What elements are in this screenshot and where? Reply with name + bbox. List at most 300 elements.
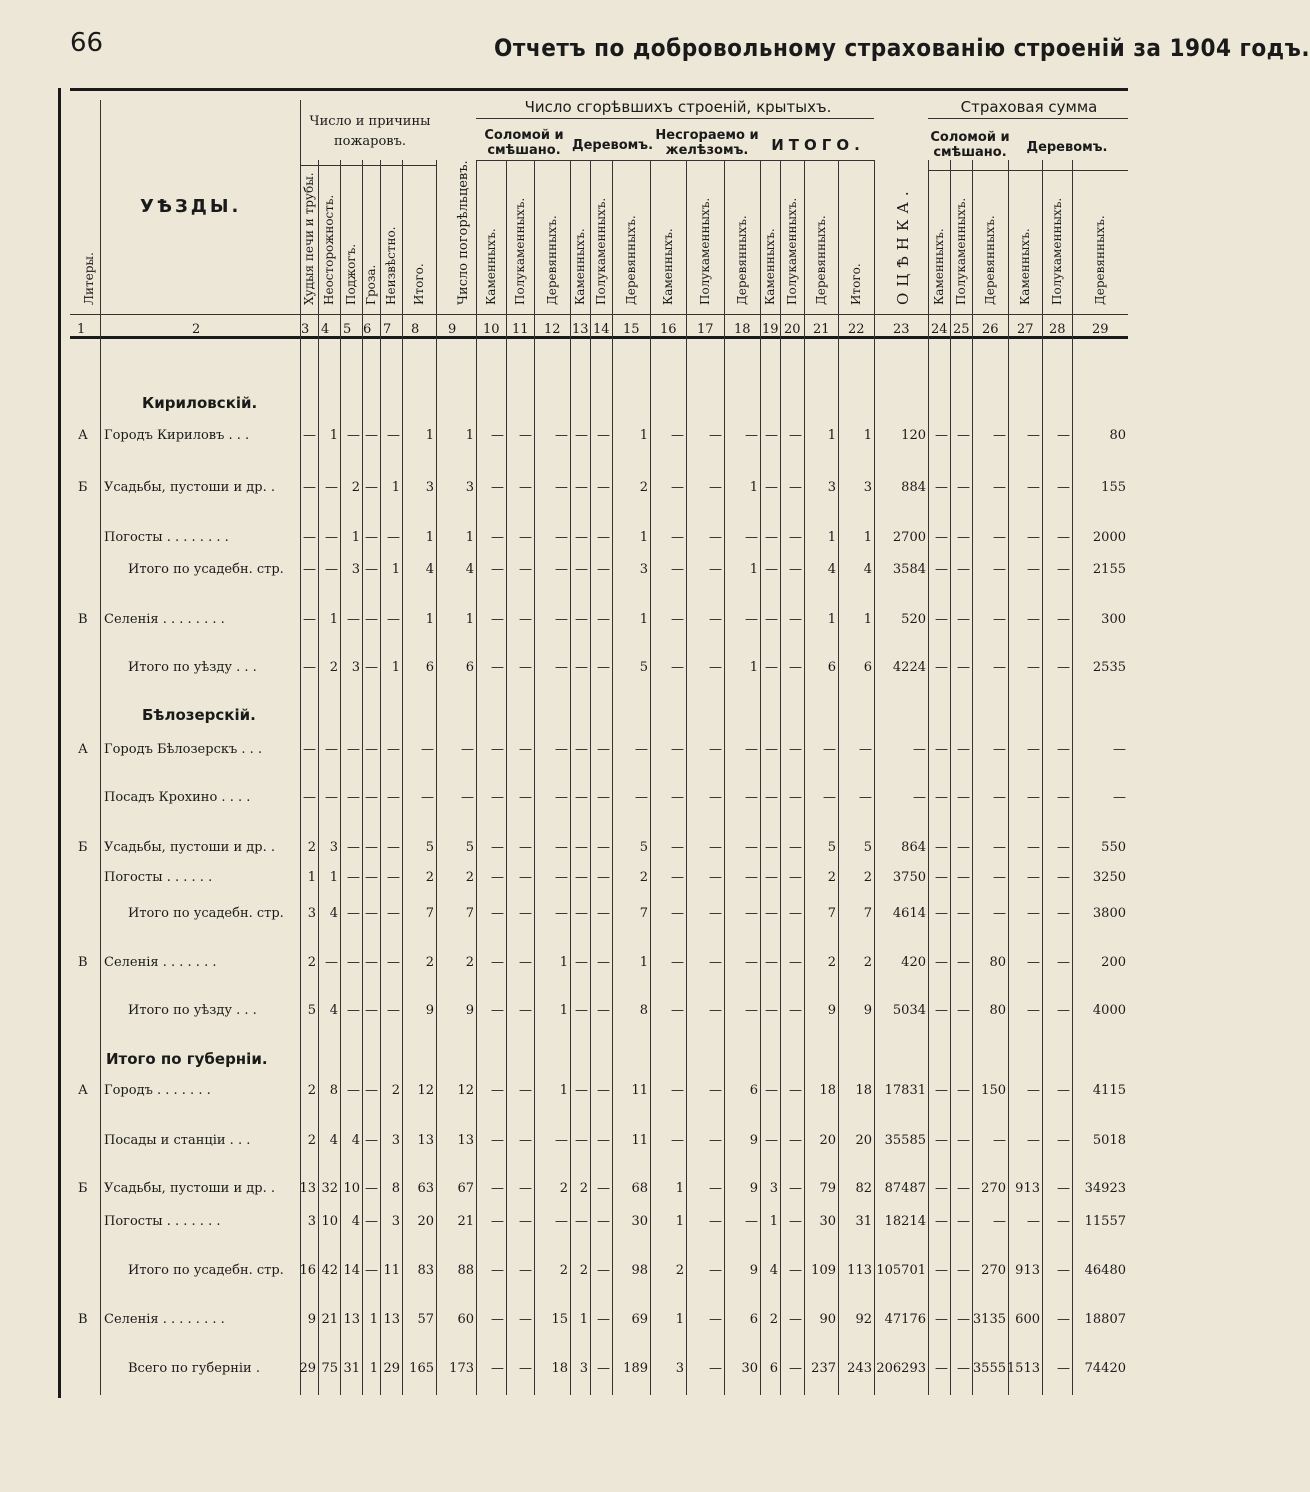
table-cell: 3 xyxy=(391,1133,400,1148)
table-cell: 9 xyxy=(465,1003,474,1018)
table-cell: 913 xyxy=(1015,1263,1040,1278)
table-row xyxy=(0,428,1128,444)
table-cell: — xyxy=(789,840,802,855)
table-cell: 3555 xyxy=(972,1361,1006,1376)
table-cell: — xyxy=(303,480,316,495)
section-title: Бѣлозерскій. xyxy=(142,706,256,724)
table-row xyxy=(0,562,1128,578)
table-cell: 5 xyxy=(863,840,872,855)
table-cell: — xyxy=(387,870,400,885)
table-cell: — xyxy=(387,428,400,443)
table-cell: 2 xyxy=(827,955,836,970)
table-row xyxy=(0,840,1128,856)
section-title: Кириловскій. xyxy=(142,394,258,412)
table-cell: 2 xyxy=(769,1312,778,1327)
table-cell: — xyxy=(957,742,970,757)
table-cell: — xyxy=(347,1003,360,1018)
table-cell: 13 xyxy=(383,1312,400,1327)
table-cell: — xyxy=(935,1083,948,1098)
table-cell: — xyxy=(1027,1214,1040,1229)
rotated-subheader: Итого. xyxy=(849,263,863,305)
table-cell: — xyxy=(597,562,610,577)
rotated-subheader: Полукаменныхъ. xyxy=(698,197,712,305)
table-cell: — xyxy=(1057,530,1070,545)
table-cell: 173 xyxy=(449,1361,474,1376)
table-cell: 420 xyxy=(901,955,926,970)
table-cell: — xyxy=(1057,1263,1070,1278)
table-cell: 4 xyxy=(329,906,338,921)
table-cell: — xyxy=(347,870,360,885)
table-cell: — xyxy=(1113,790,1126,805)
rotated-subheader: Итого. xyxy=(412,263,426,305)
table-cell: — xyxy=(519,742,532,757)
table-cell: — xyxy=(957,1214,970,1229)
table-row xyxy=(0,906,1128,922)
table-cell: 80 xyxy=(989,955,1006,970)
table-cell: 2 xyxy=(639,480,648,495)
table-cell: — xyxy=(957,906,970,921)
table-cell: — xyxy=(709,428,722,443)
table-cell: 29 xyxy=(299,1361,316,1376)
table-cell: 16 xyxy=(299,1263,316,1278)
table-cell: — xyxy=(671,870,684,885)
table-cell: 88 xyxy=(457,1263,474,1278)
table-cell: — xyxy=(913,742,926,757)
table-cell: 18 xyxy=(855,1083,872,1098)
rotated-subheader: Полукаменныхъ. xyxy=(513,197,527,305)
row-label: Усадьбы, пустоши и др. . xyxy=(104,480,275,495)
table-cell: — xyxy=(745,1003,758,1018)
table-row xyxy=(0,1133,1128,1149)
table-cell: — xyxy=(387,530,400,545)
table-cell: 2 xyxy=(307,955,316,970)
table-cell: — xyxy=(993,612,1006,627)
column-number: 14 xyxy=(593,322,610,337)
table-cell: 80 xyxy=(989,1003,1006,1018)
table-cell: 3750 xyxy=(892,870,926,885)
table-cell: 237 xyxy=(811,1361,836,1376)
table-cell: 884 xyxy=(901,480,926,495)
column-number: 17 xyxy=(697,322,714,337)
table-cell: 4115 xyxy=(1092,1083,1126,1098)
row-label: Городъ Бѣлозерскъ . . . xyxy=(104,742,263,757)
table-cell: — xyxy=(1027,660,1040,675)
table-cell: 155 xyxy=(1101,480,1126,495)
table-cell: 3 xyxy=(579,1361,588,1376)
column-number: 16 xyxy=(660,322,677,337)
table-cell: — xyxy=(491,1263,504,1278)
rotated-subheader: Каменныхъ. xyxy=(484,228,498,305)
table-cell: 8 xyxy=(639,1003,648,1018)
table-cell: — xyxy=(597,480,610,495)
header-rule xyxy=(928,118,1128,119)
table-cell: — xyxy=(325,742,338,757)
table-cell: — xyxy=(597,742,610,757)
table-cell: — xyxy=(519,790,532,805)
table-cell: — xyxy=(789,790,802,805)
table-cell: 270 xyxy=(981,1181,1006,1196)
table-cell: — xyxy=(325,562,338,577)
table-cell: 1 xyxy=(639,612,648,627)
table-cell: 9 xyxy=(425,1003,434,1018)
header-otsenka: ОЦѢНКА. xyxy=(894,185,912,305)
table-cell: — xyxy=(555,790,568,805)
table-cell: 1 xyxy=(863,530,872,545)
table-cell: 75 xyxy=(321,1361,338,1376)
table-cell: — xyxy=(765,870,778,885)
table-cell: — xyxy=(387,1003,400,1018)
table-cell: — xyxy=(597,1181,610,1196)
table-cell: — xyxy=(765,562,778,577)
column-rule xyxy=(972,160,973,1395)
table-cell: — xyxy=(789,1003,802,1018)
row-letter: В xyxy=(78,955,88,970)
table-cell: — xyxy=(365,870,378,885)
table-cell: — xyxy=(765,1003,778,1018)
table-cell: — xyxy=(519,562,532,577)
column-number: 23 xyxy=(893,322,910,337)
table-cell: 1 xyxy=(329,428,338,443)
table-cell: — xyxy=(365,1181,378,1196)
table-cell: 13 xyxy=(457,1133,474,1148)
table-cell: — xyxy=(519,1181,532,1196)
column-rule xyxy=(928,160,929,1395)
table-cell: — xyxy=(347,840,360,855)
table-cell: — xyxy=(365,840,378,855)
table-cell: — xyxy=(957,562,970,577)
table-cell: — xyxy=(1027,1133,1040,1148)
table-cell: — xyxy=(935,906,948,921)
table-cell: 5 xyxy=(639,660,648,675)
table-cell: — xyxy=(365,480,378,495)
table-cell: 5018 xyxy=(1092,1133,1126,1148)
table-cell: 3 xyxy=(863,480,872,495)
table-cell: — xyxy=(519,1214,532,1229)
table-cell: 1 xyxy=(863,428,872,443)
table-cell: — xyxy=(935,480,948,495)
table-cell: — xyxy=(765,612,778,627)
table-cell: 30 xyxy=(741,1361,758,1376)
table-cell: 2535 xyxy=(1092,660,1126,675)
table-cell: — xyxy=(789,1214,802,1229)
table-cell: — xyxy=(491,1361,504,1376)
header-causes: Число и причины пожаровъ. xyxy=(309,114,431,149)
table-cell: — xyxy=(993,480,1006,495)
row-letter: В xyxy=(78,1312,88,1327)
table-cell: — xyxy=(709,840,722,855)
table-row xyxy=(0,1263,1128,1279)
column-rule xyxy=(402,160,403,1395)
table-cell: — xyxy=(671,1083,684,1098)
table-cell: — xyxy=(709,1214,722,1229)
table-row xyxy=(0,955,1128,971)
table-cell: — xyxy=(325,955,338,970)
column-rule xyxy=(570,160,571,1395)
table-cell: — xyxy=(347,1083,360,1098)
table-row xyxy=(0,1361,1128,1377)
table-cell: 69 xyxy=(631,1312,648,1327)
rotated-subheader: Каменныхъ. xyxy=(1018,228,1032,305)
table-cell: 10 xyxy=(343,1181,360,1196)
column-rule xyxy=(1042,160,1043,1395)
table-cell: — xyxy=(957,1133,970,1148)
table-cell: — xyxy=(935,1312,948,1327)
table-cell: — xyxy=(365,612,378,627)
table-cell: 1 xyxy=(863,612,872,627)
table-cell: — xyxy=(491,840,504,855)
table-cell: — xyxy=(1057,612,1070,627)
table-cell: — xyxy=(575,955,588,970)
table-cell: 1 xyxy=(425,612,434,627)
table-cell: — xyxy=(365,1214,378,1229)
table-cell: 18 xyxy=(551,1361,568,1376)
table-cell: — xyxy=(789,742,802,757)
table-cell: 60 xyxy=(457,1312,474,1327)
table-cell: 13 xyxy=(299,1181,316,1196)
table-cell: — xyxy=(1057,1361,1070,1376)
rotated-subheader: Деревянныхъ. xyxy=(545,215,559,305)
table-cell: 11 xyxy=(631,1133,648,1148)
column-number: 18 xyxy=(734,322,751,337)
table-cell: — xyxy=(387,840,400,855)
table-cell: 6 xyxy=(827,660,836,675)
table-cell: 550 xyxy=(1101,840,1126,855)
table-cell: — xyxy=(789,1083,802,1098)
table-cell: — xyxy=(365,660,378,675)
table-cell: 165 xyxy=(409,1361,434,1376)
table-cell: — xyxy=(957,480,970,495)
table-cell: — xyxy=(745,790,758,805)
table-cell: — xyxy=(935,1361,948,1376)
column-number: 6 xyxy=(363,322,372,337)
table-row xyxy=(0,1083,1128,1099)
table-cell: 150 xyxy=(981,1083,1006,1098)
column-rule xyxy=(1008,160,1009,1395)
column-number: 5 xyxy=(343,322,352,337)
column-number: 2 xyxy=(192,322,201,337)
table-cell: 18 xyxy=(819,1083,836,1098)
table-cell: — xyxy=(789,906,802,921)
rotated-subheader: Каменныхъ. xyxy=(573,228,587,305)
table-cell: — xyxy=(709,955,722,970)
table-cell: — xyxy=(957,428,970,443)
table-cell: 3 xyxy=(425,480,434,495)
table-cell: 30 xyxy=(631,1214,648,1229)
table-cell: — xyxy=(555,562,568,577)
table-cell: 3 xyxy=(827,480,836,495)
table-cell: 109 xyxy=(811,1263,836,1278)
table-cell: — xyxy=(575,612,588,627)
table-cell: 9 xyxy=(863,1003,872,1018)
column-rule xyxy=(436,160,437,1395)
table-cell: 4 xyxy=(769,1263,778,1278)
table-cell: 5 xyxy=(425,840,434,855)
table-cell: — xyxy=(671,530,684,545)
table-cell: 11 xyxy=(631,1083,648,1098)
table-cell: 1 xyxy=(639,530,648,545)
table-cell: — xyxy=(957,660,970,675)
table-cell: 6 xyxy=(863,660,872,675)
table-cell: — xyxy=(935,840,948,855)
table-cell: 9 xyxy=(749,1181,758,1196)
table-cell: — xyxy=(993,530,1006,545)
table-cell: — xyxy=(993,1133,1006,1148)
table-cell: — xyxy=(957,1003,970,1018)
table-cell: — xyxy=(387,790,400,805)
table-cell: — xyxy=(597,870,610,885)
table-row xyxy=(0,790,1128,806)
table-cell: — xyxy=(597,906,610,921)
table-cell: — xyxy=(555,428,568,443)
table-cell: — xyxy=(823,742,836,757)
table-cell: — xyxy=(709,1312,722,1327)
table-cell: — xyxy=(745,906,758,921)
table-cell: 67 xyxy=(457,1181,474,1196)
table-cell: 4 xyxy=(351,1133,360,1148)
table-cell: — xyxy=(1057,906,1070,921)
table-cell: 1 xyxy=(769,1214,778,1229)
table-cell: — xyxy=(597,1312,610,1327)
rotated-subheader: Деревянныхъ. xyxy=(624,215,638,305)
table-cell: — xyxy=(575,1003,588,1018)
table-cell: 1 xyxy=(827,428,836,443)
table-cell: — xyxy=(597,1083,610,1098)
table-cell: — xyxy=(519,480,532,495)
table-cell: 1 xyxy=(465,428,474,443)
table-cell: — xyxy=(745,840,758,855)
table-cell: — xyxy=(365,428,378,443)
table-cell: — xyxy=(575,1133,588,1148)
rotated-subheader: Худыя печи и трубы. xyxy=(302,172,316,305)
table-cell: 2 xyxy=(579,1263,588,1278)
table-cell: 9 xyxy=(749,1263,758,1278)
table-cell: — xyxy=(935,870,948,885)
table-cell: — xyxy=(555,530,568,545)
table-cell: — xyxy=(519,1312,532,1327)
table-cell: 3 xyxy=(465,480,474,495)
table-cell: 18214 xyxy=(884,1214,926,1229)
table-cell: 9 xyxy=(749,1133,758,1148)
table-cell: — xyxy=(765,1133,778,1148)
table-cell: 2 xyxy=(307,840,316,855)
table-cell: — xyxy=(1057,562,1070,577)
table-cell: — xyxy=(1057,1214,1070,1229)
table-cell: 42 xyxy=(321,1263,338,1278)
table-cell: — xyxy=(859,790,872,805)
table-cell: — xyxy=(765,955,778,970)
table-cell: — xyxy=(491,1133,504,1148)
row-label: Городъ Кириловъ . . . xyxy=(104,428,250,443)
table-cell: 7 xyxy=(465,906,474,921)
table-cell: — xyxy=(935,530,948,545)
rotated-subheader: Каменныхъ. xyxy=(661,228,675,305)
table-cell: — xyxy=(325,790,338,805)
table-cell: 4 xyxy=(827,562,836,577)
column-rule xyxy=(950,160,951,1395)
table-cell: — xyxy=(597,1263,610,1278)
row-label: Итого по уѣзду . . . xyxy=(128,660,257,675)
table-cell: 1 xyxy=(351,530,360,545)
table-cell: 300 xyxy=(1101,612,1126,627)
table-cell: — xyxy=(303,742,316,757)
column-rule xyxy=(380,160,381,1395)
table-cell: — xyxy=(957,1361,970,1376)
column-number: 12 xyxy=(544,322,561,337)
table-cell: — xyxy=(709,562,722,577)
table-cell: 2 xyxy=(307,1083,316,1098)
table-cell: — xyxy=(519,612,532,627)
table-row xyxy=(0,660,1128,676)
table-cell: 2 xyxy=(351,480,360,495)
table-cell: 2 xyxy=(863,955,872,970)
row-label: Погосты . . . . . . . xyxy=(104,1214,221,1229)
column-number: 10 xyxy=(483,322,500,337)
column-rule xyxy=(650,160,651,1395)
row-label: Посадъ Крохино . . . . xyxy=(104,790,251,805)
table-cell: 1 xyxy=(749,562,758,577)
rotated-subheader: Деревянныхъ. xyxy=(814,215,828,305)
table-cell: 1 xyxy=(579,1312,588,1327)
table-cell: 87487 xyxy=(884,1181,926,1196)
table-cell: — xyxy=(789,1181,802,1196)
table-cell: — xyxy=(491,530,504,545)
row-label: Всего по губерніи . xyxy=(128,1361,260,1376)
table-cell: — xyxy=(745,742,758,757)
table-row xyxy=(0,1181,1128,1197)
table-cell: — xyxy=(957,1181,970,1196)
row-letter: А xyxy=(78,1083,88,1098)
table-cell: — xyxy=(709,1003,722,1018)
table-cell: — xyxy=(671,955,684,970)
table-cell: — xyxy=(575,870,588,885)
table-cell: — xyxy=(325,530,338,545)
table-cell: — xyxy=(671,562,684,577)
table-cell: — xyxy=(957,1083,970,1098)
table-cell: — xyxy=(1027,562,1040,577)
table-cell: 2 xyxy=(391,1083,400,1098)
top-rule xyxy=(70,88,1128,91)
table-cell: — xyxy=(365,1003,378,1018)
column-number: 20 xyxy=(784,322,801,337)
table-cell: 5 xyxy=(465,840,474,855)
table-cell: 2 xyxy=(465,955,474,970)
table-cell: — xyxy=(765,530,778,545)
table-cell: — xyxy=(555,1133,568,1148)
table-cell: — xyxy=(575,840,588,855)
table-cell: 3 xyxy=(307,1214,316,1229)
header-pogoreltsev: Число погорѣльцевъ. xyxy=(456,160,471,305)
table-cell: — xyxy=(635,790,648,805)
table-cell: 5034 xyxy=(892,1003,926,1018)
table-cell: — xyxy=(1027,480,1040,495)
column-number: 8 xyxy=(411,322,420,337)
table-cell: 29 xyxy=(383,1361,400,1376)
table-cell: — xyxy=(347,742,360,757)
row-label: Городъ . . . . . . . xyxy=(104,1083,211,1098)
table-cell: — xyxy=(491,428,504,443)
table-cell: — xyxy=(789,1361,802,1376)
table-cell: 1 xyxy=(369,1361,378,1376)
table-cell: — xyxy=(913,790,926,805)
rotated-subheader: Деревянныхъ. xyxy=(983,215,997,305)
table-cell: — xyxy=(671,742,684,757)
table-cell: — xyxy=(387,612,400,627)
table-cell: — xyxy=(993,790,1006,805)
table-cell: 9 xyxy=(307,1312,316,1327)
table-cell: — xyxy=(935,955,948,970)
table-cell: 74420 xyxy=(1084,1361,1126,1376)
table-cell: 57 xyxy=(417,1312,434,1327)
